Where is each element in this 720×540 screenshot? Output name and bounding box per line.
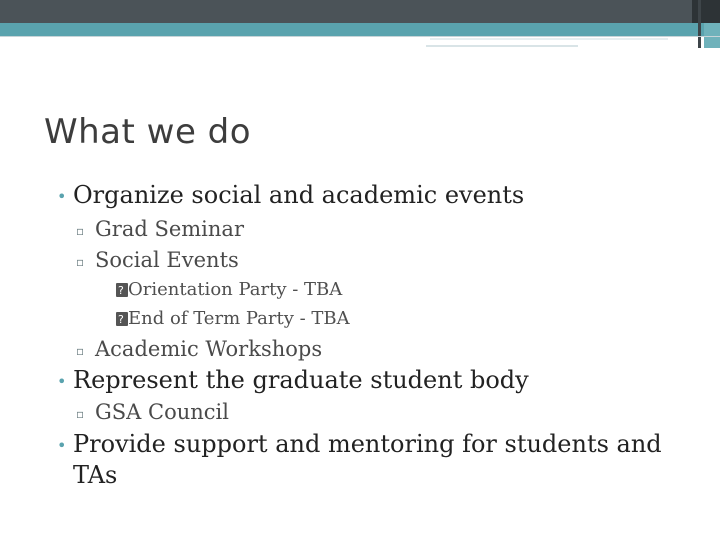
- sub-sub-bullet-text: Orientation Party - TBA: [128, 279, 343, 300]
- sub-bullet-text: Social Events: [95, 248, 239, 272]
- bullet-text: Represent the graduate student body: [73, 366, 529, 394]
- square-bullet-icon: ▫: [76, 343, 85, 358]
- bullet-text: Provide support and mentoring for students and: [73, 430, 662, 458]
- bullet-item: [57, 429, 662, 461]
- sub-sub-bullet-item: [116, 279, 342, 301]
- bullet-dot-icon: •: [57, 371, 67, 391]
- sub-sub-bullet-item: [116, 308, 350, 330]
- sub-bullet-text: Academic Workshops: [95, 337, 323, 361]
- missing-glyph-icon: [116, 283, 128, 297]
- slide-title: What we do: [44, 112, 252, 152]
- sub-bullet-text: GSA Council: [95, 400, 229, 424]
- bullet-text-continuation: TAs: [73, 461, 118, 489]
- bullet-item: [57, 365, 529, 397]
- square-bullet-icon: ▫: [76, 223, 85, 238]
- bullet-dot-icon: •: [57, 186, 67, 206]
- header-divider: [698, 0, 701, 48]
- bullet-item: [57, 180, 524, 212]
- square-bullet-icon: ▫: [76, 406, 85, 421]
- decorative-line: [426, 45, 578, 47]
- sub-sub-bullet-text: End of Term Party - TBA: [128, 308, 350, 329]
- header-bar: [0, 0, 720, 23]
- accent-bar: [0, 23, 720, 36]
- sub-bullet-item: [76, 216, 244, 244]
- missing-glyph-icon: [116, 312, 128, 326]
- sub-bullet-item: [76, 336, 322, 364]
- bullet-dot-icon: •: [57, 435, 67, 455]
- sub-bullet-item: [76, 247, 239, 275]
- sub-bullet-item: [76, 399, 229, 427]
- decorative-line: [430, 38, 668, 40]
- accent-underline: [0, 36, 720, 37]
- square-bullet-icon: ▫: [76, 254, 85, 269]
- sub-bullet-text: Grad Seminar: [95, 217, 244, 241]
- header-bar-corner: [692, 0, 720, 23]
- bullet-text: Organize social and academic events: [73, 181, 525, 209]
